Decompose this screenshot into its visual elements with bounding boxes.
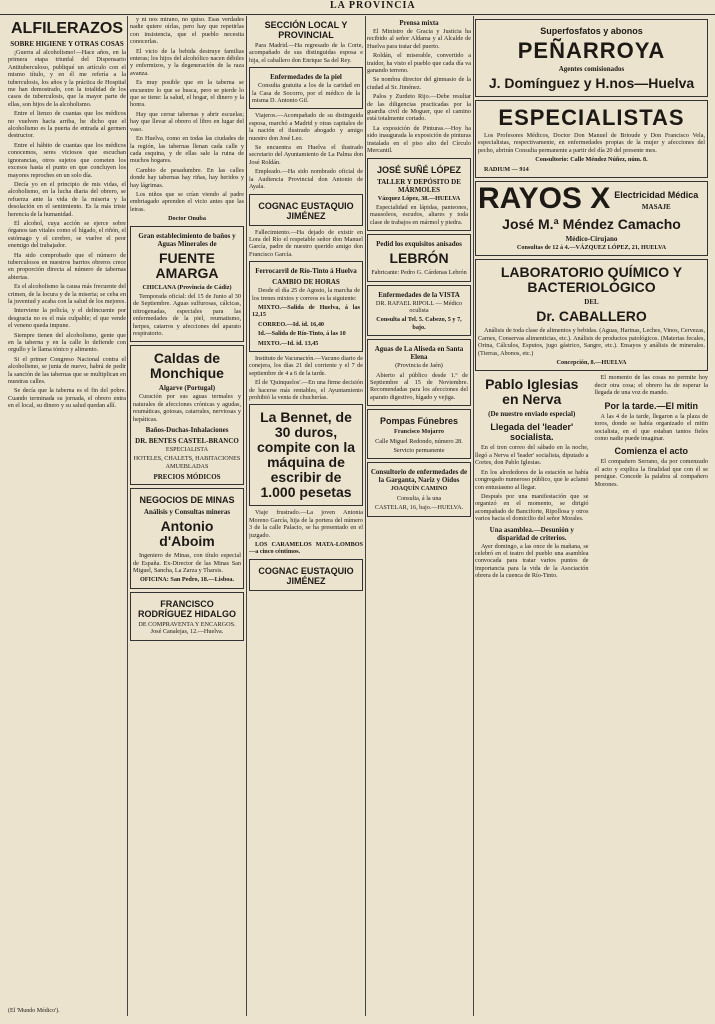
section-head: Comienza el acto: [614, 446, 689, 457]
ad-name: FRANCISCO RODRÍGUEZ HIDALGO: [138, 598, 236, 619]
ad-text: Curación por sus aguas termales y naturales de afecciones crónicas y agudas, reumáticas, gotosas, catarrales, nerviosas y hepáticas.: [133, 393, 241, 423]
news-item: Viaje frustrado.—La joven Antonia Moreno García, hija de la portera del número 3 de la calle Palacio, se ha presentado en el juzgado.: [249, 509, 363, 539]
ad-bennet: [249, 404, 363, 506]
column-rule: [365, 16, 366, 1016]
paragraph: En Huelva, como en todas las ciudades de la región, las tabernas llenan cada calle y cada esquina, y de ellas sale la ruina de muchos hogares.: [130, 135, 244, 165]
ad-director: DR. BENTES CASTEL-BRANCO: [135, 437, 239, 446]
ad-text: Análisis de toda clase de alimentos y bebidas. (Aguas, Harinas, Leches, Vinos, Cervezas, Carnes, Conservas alimenticias, etc.). Análisis de productos patológicos. (Materias fecales, Orina, Cálculos, Esputos, jugo gástrico, Sangre, etc.). Ensayos y análisis de minerales. (Tierras, Abonos, etc.): [478, 327, 705, 357]
ad-text: Los Profesores Médicos, Doctor Don Manuel de Brioude y Don Francisco Vela, especialistas, respectivamente, en enfermedades propias de la mujer y afecciones del pecho, abrirán Consulta permanente a partir del día 20 del presente mes.: [478, 132, 705, 154]
paragraph: Si el primer Congreso Nacional contra el alcoholismo, se junta de nuevo, habrá de pedir la sanción de las tabernas que se multiplican en nuestras calles.: [8, 355, 126, 386]
ad-extra: HOTELES, CHALETS, HABITACIONES AMUEBLADAS: [133, 455, 241, 470]
section-head: SECCIÓN LOCAL Y PROVINCIAL: [264, 20, 348, 40]
ad-fuente-amarga: [130, 226, 244, 343]
ad-vista: [367, 285, 471, 337]
schedule-row: CORREO.—Id. id. 16,40: [258, 320, 325, 328]
schedule-row: MIXTO.—Id. id. 13,45: [258, 339, 319, 347]
article-title: Pablo Iglesias en Nerva: [485, 376, 579, 408]
ad-office: OFICINA: San Pedro, 18.—Lisboa.: [139, 576, 235, 584]
ad-pompas-funebres: [367, 409, 471, 459]
ad-title: Pedid los exquisitos anisados: [376, 240, 462, 249]
ad-title: ESPECIALISTAS: [498, 105, 685, 130]
paragraph: Es muy posible que en la taberna se encuentre lo que se busca, pero se pierde lo que se tiene: la salud, el hogar, el dinero y la honra.: [130, 79, 244, 109]
ad-title: Caldas de Monchique: [150, 350, 224, 382]
ad-hours: Consulta, á la una: [396, 494, 442, 502]
news-item: LOS CARAMELOS MATA-LOMBOS—a cinco céntimos.: [249, 541, 363, 556]
news-item: Para Madrid.—Ha regresado de la Corte, acompañado de sus distinguidas esposa e hija, el caballero don Enrique Sa del Rey.: [249, 42, 363, 64]
ad-title: RAYOS X: [478, 182, 611, 216]
ad-title: Superfosfatos y abonos: [540, 26, 643, 36]
column-2: [130, 16, 244, 1016]
paragraph: Ayer domingo, a las once de la mañana, se celebró en el teatro del pueblo una asamblea convocada para tratar varios puntos de importancia para la vida de la Asociación obrera de la cuenca de Río-Tinto.: [475, 542, 589, 580]
ad-text: Temporada oficial: del 15 de Junio al 30 de Septiembre. Aguas sulfurosas, cálcicas, nitrogenadas, especiales para las enfermedades de la piel, reumatismo, herpes, catarros y afecciones del aparato respiratorio.: [133, 292, 241, 337]
ad-title: JOSÉ SUÑÉ LÓPEZ: [376, 164, 462, 175]
railway-schedule: [249, 261, 363, 352]
rayos-side: [614, 186, 698, 212]
ad-rayos-x: [475, 181, 708, 256]
ad-laboratorio: [475, 259, 708, 371]
iglesias-article: [475, 374, 589, 581]
ad-address: Vázquez López, 38.—HUELVA: [377, 194, 461, 202]
ad-enfermedades-piel: [249, 67, 363, 109]
article-body: [8, 49, 126, 410]
ad-title: COGNAC EUSTAQUIO JIMÉNEZ: [258, 200, 354, 221]
ad-subtitle: Análisis y Consultas mineras: [143, 508, 231, 517]
ad-title: Enfermedades de la VISTA: [378, 290, 460, 299]
ad-subtitle: Fabricante: Pedro G. Cárdenas Lebrón: [371, 269, 467, 277]
ad-service: Servicio permanente: [393, 447, 445, 454]
ad-title: Consultorio de enfermedades de la Garganta, Nariz y Oídos: [370, 468, 468, 485]
article-head: Llegada del 'leader' socialista.: [490, 422, 574, 443]
mitin-article: [595, 374, 709, 581]
ad-negocios-minas: [130, 488, 244, 589]
ad-prices: PRECIOS MÓDICOS: [153, 473, 221, 482]
ad-text: Ingeniero de Minas, con título especial de España. Ex-Director de las Minas San Miguel, Sancha, La Zarza y Tharsis.: [133, 552, 241, 575]
ad-doctor: JOAQUÍN CAMINO: [390, 485, 448, 493]
schedule-text: Desde el día 25 de Agosto, la marcha de los trenes mixtos y correos es la siguiente:: [252, 287, 360, 302]
ad-consult: Consultorio: Calle Méndez Núñez, núm. 8.: [535, 156, 648, 164]
news-item: Instituto de Vacunación.—Vacuno diario de conejera, los días 21 del corriente y el 7 de septiembre de 4 a 6 de la tarde.: [249, 354, 363, 377]
ad-specialty: ESPECIALISTA: [165, 446, 209, 454]
bottom-split: [475, 374, 708, 581]
paragraph: A las 4 de la tarde, llegaron a la plaza de toros, donde se había organizado el mitin socialista, en el que estaban tantos fieles como nadie puede imaginar.: [594, 412, 708, 442]
ad-doctor: José M.ª Méndez Camacho: [502, 216, 681, 233]
ad-subtitle: Agentes comisionados: [558, 65, 625, 73]
section-head: Una asamblea.—Desunión y disparidad de criterios.: [489, 525, 574, 542]
paragraph: Se decía que la taberna es el fin del pobre. Cuando terminada su jornada, el obrero entra en el local, su dinero y su salud quedan allí.: [8, 387, 126, 410]
ad-title: La Bennet, de 30 duros, compite con la máquina de escribir de 1.000 pesetas: [256, 409, 356, 501]
column-1: [8, 16, 126, 1016]
ad-caldas-monchique: [130, 345, 244, 485]
ad-title: COGNAC EUSTAQUIO JIMÉNEZ: [258, 565, 354, 586]
paragraph: En los alrededores de la estación se había congregado numeroso público, que le aclamó con entusiasmo al llegar.: [475, 468, 589, 491]
article-title: ALFILERAZOS: [11, 20, 123, 37]
ad-doctor: DR. RAFAEL RIPOLL — Médico oculista: [375, 299, 463, 314]
ad-text: DE COMPRAVENTA Y ENCARGOS. José Canalejas, 12.—Huelva.: [138, 620, 236, 636]
news-item: Empleado.—Ha sido nombrado oficial de la Audiencia Provincial don Antonio de Ayala.: [249, 168, 363, 191]
column-5: [475, 16, 708, 1016]
ad-subtitle: Algarve (Portugal): [158, 384, 216, 393]
news-item: El de 'Quinquelos'.—En una firme decisión de hacerse más rentables, el Ayuntamiento prohibió la venta de chucherías.: [249, 379, 363, 401]
column-3: [249, 16, 363, 1016]
ad-title: Gran establecimiento de baños y Aguas Minerales de: [138, 231, 236, 248]
paragraph: En el tren correo del sábado en la noche, llegó a Nerva el 'leader' socialista, diputado a Cortes, don Pablo Iglesias.: [475, 444, 589, 467]
column-1-footer: (El 'Mundo Médico').: [8, 1008, 60, 1014]
ad-masaje: MASAJE: [641, 203, 671, 212]
news-item: La exposición de Pinturas.—Hoy ha sido inaugurada la exposición de pinturas instalada en el piso alto del Círculo Mercantil.: [367, 124, 471, 155]
ad-radium: RADIUM — 914: [484, 165, 529, 173]
paragraph: ¡Guerra al alcoholismo!—Hace años, en la primera etapa triunfal del Dispensario Antituberculoso, publiqué un artículo con el mismo título, y en él me refería a la tuberculosis, los años y la práctica de Hospital me han demostrado, con la totalidad de los casos de tuberculosis, que la mayor parte de ellas, son hijos de la alcoholismo.: [8, 49, 126, 108]
ad-cognac-bottom: [249, 559, 363, 591]
paragraph: Después por una manifestación que se organizó en el momento, se dirigió acompañado de Banciforte, Ripollosa y otros varios hacia el domicilio del señor Morales.: [475, 492, 589, 523]
schedule-title: Ferrocarril de Río-Tinto á Huelva: [255, 267, 357, 276]
ad-specialty: Médico-Cirujano: [565, 235, 618, 244]
ad-hours: Consulta al Tel. 5. Cabezo, 5 y 7, bajo.: [376, 316, 462, 331]
ad-title: LABORATORIO QUÍMICO Y BACTERIOLÓGICO: [500, 264, 683, 296]
ad-title: NEGOCIOS DE MINAS: [139, 495, 235, 506]
article-subtitle: SOBRE HIGIENE Y OTRAS COSAS: [10, 40, 124, 48]
ad-name: LEBRÓN: [389, 250, 449, 267]
ad-del: DEL: [584, 298, 599, 307]
section-head: Por la tarde.—El mitin: [604, 400, 699, 411]
ad-title: Aguas de La Aliseda en Santa Elena: [374, 345, 464, 362]
ad-rodriguez-hidalgo: [130, 592, 244, 641]
ad-title: Pompas Fúnebres: [379, 416, 459, 427]
ad-text: Abierto al público desde 1.º de Septiembre al 15 de Noviembre. Recomendadas para los afecciones del aparato digestivo, hígado y vejiga.: [370, 371, 468, 401]
ad-consultorio: [367, 462, 471, 516]
paragraph: Cambio de pesadumbre. En las calles donde hay tabernas hay riñas, hay heridos y hay lágrimas.: [130, 166, 244, 189]
ad-name: Francisco Mojarro: [394, 428, 444, 436]
paragraph: Hay que cerrar tabernas y abrir escuelas; hay que llevar al obrero el libro en lugar del vaso.: [130, 110, 244, 133]
news-item: El Ministro de Gracia y Justicia ha recibido al señor Aldama y al Alcalde de Huelva para tratar del puerto.: [367, 28, 471, 50]
paragraph: Es el alcoholismo la causa más frecuente del crimen, de la locura y de la miseria; se ceba en la juventud y acaba con la salud de los mejores.: [8, 283, 126, 305]
ad-aguas-aliseda: [367, 339, 471, 406]
ad-address: Concepción, 8.—HUELVA: [556, 359, 627, 367]
news-item: Se encuentra en Huelva el ilustrado secretario del Ayuntamiento de La Palma don José Roldán.: [249, 144, 363, 166]
column-rule: [127, 16, 128, 1016]
schedule-row: Id.—Salida de Río-Tinto, á las 10: [258, 330, 346, 338]
ad-subtitle: (Provincia de Jaén): [395, 362, 443, 370]
article-subtitle: (De nuestro enviado especial): [488, 410, 576, 419]
newspaper-name: LA PROVINCIA: [330, 0, 416, 11]
paragraph: Ha sido comprobado que el número de tuberculosos en nuestros barrios obreros crece en proporción directa al número de tabernas abiertas.: [8, 251, 126, 281]
ad-lebron: [367, 234, 471, 281]
paragraph: Los niños que se crían viendo al padre embriagado aprenden el vicio antes que las letras.: [130, 190, 244, 213]
column-rule: [473, 16, 474, 1016]
masthead: [0, 0, 715, 15]
news-item: Viajeros.—Acompañado de su distinguida esposa, marchó a Madrid y otras capitales de la nación el ilustrado abogado y amigo nuestro don José Leo.: [249, 112, 363, 142]
paragraph: El alcohol, cuya acción se ejerce sobre órganos tan vitales como el hígado, el riñón, el estómago y el cerebro, se vuelve el peor enemigo del trabajador.: [8, 219, 126, 250]
ad-name: PEÑARROYA: [517, 38, 666, 63]
paragraph: y ni nos mirano, no quiso. Esas verdades nadie quiere oírlas, pero hay que repetirlas con insistencia, que el pueblo necesita conocerlas.: [130, 16, 244, 46]
ad-doctor: Dr. CABALLERO: [536, 308, 647, 325]
ad-note: Baños-Duchas-Inhalaciones: [145, 426, 229, 435]
ad-agent: J. Domínguez y H.nos—Huelva: [488, 75, 695, 91]
paragraph: El vicio de la bebida destruye familias enteras; los hijos del alcohólico nacen débiles y enfermizos, y la degeneración de la raza avanza.: [130, 47, 244, 77]
ad-text: Especialidad en lápidas, panteones, mausoleos, escudos, altares y toda clase de trabajos en mármol y piedra.: [370, 203, 468, 226]
paragraph: Decía yo en el principio de mis vidas, el alcoholismo, en la lucha diaria del obrero, se refuerza ante la vida de la miseria y la desolación en el sentimiento. Es la más triste herencia de la humanidad.: [8, 180, 126, 218]
paragraph: Siempre tienen del alcoholismo, gente que en la taberna y en la calle lo defiende con orgullo y le llama tónico y alimento.: [8, 331, 126, 354]
ad-text: Consulta gratuita a los de la caridad en la Casa de Socorro, por el médico de la misma D. Antonio Gil.: [252, 82, 360, 105]
ad-cognac: [249, 194, 363, 226]
paragraph: El compañero Serrano, da por comenzado el acto y explica la finalidad que con él se persigue. Concede la palabra al compañero Morones.: [594, 458, 708, 488]
schedule-subtitle: CAMBIO DE HORAS: [272, 278, 340, 287]
paragraph: Entre el hábito de cuantas que los médicos conocemos, seres viciosos que escuchan ignorancias, otros sujetos que cometen los excesos hasta el punto en que concluyen los mayores reproches en un solo día.: [8, 141, 126, 179]
paragraph: Entre el lienzo de cuantas que los médicos no vuelven hacia arriba, he dicho que el alcoholismo es la puerta de entrada al germen destructor.: [8, 110, 126, 140]
column-4: [367, 16, 471, 1016]
radium-number: 914: [519, 165, 529, 173]
signature: Doctor Onuba: [168, 215, 206, 223]
news-item: Fallecimiento.—Ha dejado de existir en Lora del Río el respetable señor don Manuel García, padre de nuestro querido amigo don Francisco García.: [249, 228, 363, 258]
ad-hours: Consultas de 12 á 4.—VÁZQUEZ LÓPEZ, 21, HUELVA: [516, 244, 667, 252]
paragraph: Interviene la policía, y el delincuente por desgracia no es el más culpable; el que vende el veneno queda impune.: [8, 307, 126, 330]
schedule-row: MIXTO.—Salida de Huelva, á las 12,15: [252, 303, 360, 319]
column-rule: [246, 16, 247, 1016]
ad-name: Antonio d'Aboim: [159, 518, 215, 550]
news-item: Palos y Zurdeto Rijo.—Debe resultar de las diligencias practicadas por la guardia civil de Moguer, que el camino está totalmente cortado.: [367, 93, 471, 123]
ad-subtitle: Electricidad Médica: [614, 190, 699, 201]
ad-name: FUENTE AMARGA: [155, 249, 219, 281]
ad-title: Enfermedades de la piel: [270, 73, 342, 82]
paragraph: El momento de las cosas no permite hoy decir otra cosa; el obrero ha de esperar la llegada de una voz de mando.: [594, 374, 708, 397]
news-item: Se nombra director del gimnasio de la ciudad al Sr. Jiménez.: [367, 76, 471, 91]
radium-label: RADIUM: [484, 165, 511, 173]
rayos-row: [478, 184, 705, 214]
news-item: Roldán, el miserable, convertido a traidor, ha visto el pueblo que cada día va ganando terreno.: [367, 52, 471, 75]
section-head: Prensa mixta: [399, 19, 439, 27]
ad-address: CASTELAR, 16, bajo.—HUELVA.: [374, 504, 464, 512]
ad-subtitle: TALLER Y DEPÓSITO DE MÁRMOLES: [377, 177, 461, 194]
ad-place: CHICLANA (Provincia de Cádiz): [142, 283, 232, 291]
ad-especialistas: [475, 100, 708, 178]
ad-penarroya: [475, 19, 708, 97]
ad-address: Calle Miguel Redondo, número 28.: [375, 437, 463, 445]
ad-sune-lopez: [367, 158, 471, 232]
